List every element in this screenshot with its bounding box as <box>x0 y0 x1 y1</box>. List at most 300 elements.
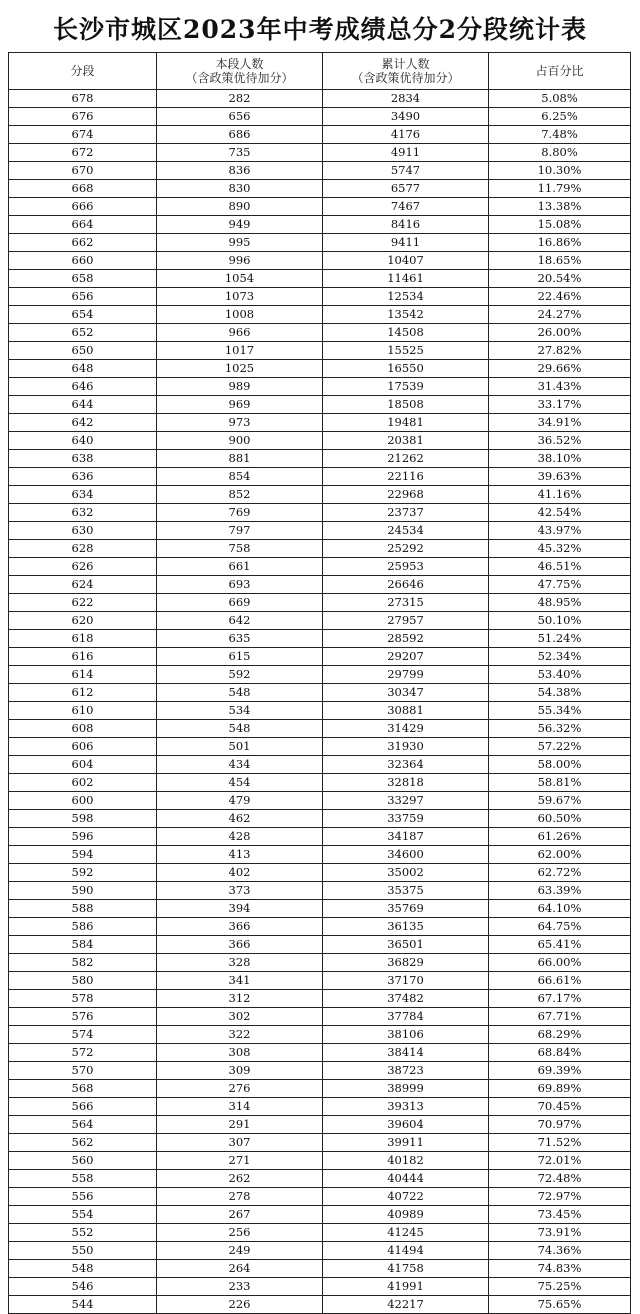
table-row <box>9 1206 631 1224</box>
cell-score-band: 584 <box>9 936 157 954</box>
cell-score-band: 618 <box>9 630 157 648</box>
cell-percentage: 51.24% <box>489 630 631 648</box>
table-row <box>9 936 631 954</box>
cell-percentage: 58.81% <box>489 774 631 792</box>
cell-cumulative-count: 32818 <box>323 774 489 792</box>
cell-cumulative-count: 35769 <box>323 900 489 918</box>
table-row <box>9 666 631 684</box>
cell-cumulative-count: 33759 <box>323 810 489 828</box>
cell-cumulative-count: 16550 <box>323 360 489 378</box>
cell-band-count: 394 <box>157 900 323 918</box>
cell-band-count: 758 <box>157 540 323 558</box>
score-distribution-table <box>8 52 631 1314</box>
cell-score-band: 574 <box>9 1026 157 1044</box>
table-row <box>9 1062 631 1080</box>
cell-score-band: 666 <box>9 198 157 216</box>
cell-percentage: 26.00% <box>489 324 631 342</box>
cell-cumulative-count: 28592 <box>323 630 489 648</box>
cell-percentage: 60.50% <box>489 810 631 828</box>
cell-band-count: 262 <box>157 1170 323 1188</box>
table-row <box>9 288 631 306</box>
table-row <box>9 450 631 468</box>
table-row <box>9 108 631 126</box>
cell-score-band: 664 <box>9 216 157 234</box>
cell-score-band: 624 <box>9 576 157 594</box>
cell-cumulative-count: 7467 <box>323 198 489 216</box>
cell-band-count: 890 <box>157 198 323 216</box>
cell-percentage: 10.30% <box>489 162 631 180</box>
cell-cumulative-count: 41758 <box>323 1260 489 1278</box>
cell-cumulative-count: 38999 <box>323 1080 489 1098</box>
cell-cumulative-count: 38106 <box>323 1026 489 1044</box>
cell-band-count: 341 <box>157 972 323 990</box>
table-row <box>9 216 631 234</box>
cell-band-count: 830 <box>157 180 323 198</box>
cell-band-count: 995 <box>157 234 323 252</box>
cell-percentage: 58.00% <box>489 756 631 774</box>
cell-cumulative-count: 22116 <box>323 468 489 486</box>
cell-percentage: 48.95% <box>489 594 631 612</box>
table-row <box>9 1170 631 1188</box>
cell-cumulative-count: 33297 <box>323 792 489 810</box>
table-row <box>9 990 631 1008</box>
cell-score-band: 658 <box>9 270 157 288</box>
cell-percentage: 36.52% <box>489 432 631 450</box>
table-row <box>9 360 631 378</box>
cell-score-band: 632 <box>9 504 157 522</box>
cell-percentage: 66.61% <box>489 972 631 990</box>
cell-score-band: 674 <box>9 126 157 144</box>
cell-band-count: 686 <box>157 126 323 144</box>
cell-cumulative-count: 34187 <box>323 828 489 846</box>
table-row <box>9 306 631 324</box>
cell-percentage: 55.34% <box>489 702 631 720</box>
cell-score-band: 588 <box>9 900 157 918</box>
cell-percentage: 38.10% <box>489 450 631 468</box>
cell-cumulative-count: 21262 <box>323 450 489 468</box>
cell-cumulative-count: 22968 <box>323 486 489 504</box>
header-cell-band-count <box>157 53 323 90</box>
cell-cumulative-count: 29799 <box>323 666 489 684</box>
cell-score-band: 620 <box>9 612 157 630</box>
cell-score-band: 570 <box>9 1062 157 1080</box>
cell-band-count: 852 <box>157 486 323 504</box>
cell-cumulative-count: 31429 <box>323 720 489 738</box>
cell-percentage: 43.97% <box>489 522 631 540</box>
table-row <box>9 756 631 774</box>
table-row <box>9 1080 631 1098</box>
cell-percentage: 41.16% <box>489 486 631 504</box>
cell-percentage: 75.25% <box>489 1278 631 1296</box>
table-row <box>9 1278 631 1296</box>
cell-score-band: 578 <box>9 990 157 1008</box>
cell-cumulative-count: 8416 <box>323 216 489 234</box>
table-row <box>9 810 631 828</box>
cell-band-count: 669 <box>157 594 323 612</box>
cell-band-count: 548 <box>157 684 323 702</box>
cell-band-count: 402 <box>157 864 323 882</box>
cell-percentage: 45.32% <box>489 540 631 558</box>
cell-score-band: 662 <box>9 234 157 252</box>
cell-score-band: 650 <box>9 342 157 360</box>
table-row <box>9 882 631 900</box>
cell-score-band: 612 <box>9 684 157 702</box>
cell-band-count: 462 <box>157 810 323 828</box>
cell-score-band: 636 <box>9 468 157 486</box>
cell-score-band: 642 <box>9 414 157 432</box>
cell-band-count: 693 <box>157 576 323 594</box>
cell-score-band: 638 <box>9 450 157 468</box>
cell-band-count: 966 <box>157 324 323 342</box>
cell-band-count: 366 <box>157 936 323 954</box>
table-row <box>9 846 631 864</box>
table-row <box>9 1008 631 1026</box>
cell-band-count: 302 <box>157 1008 323 1026</box>
cell-score-band: 556 <box>9 1188 157 1206</box>
cell-band-count: 249 <box>157 1242 323 1260</box>
table-row <box>9 522 631 540</box>
table-row <box>9 198 631 216</box>
header-sublabel: （含政策优待加分） <box>351 71 460 85</box>
table-row <box>9 324 631 342</box>
cell-score-band: 544 <box>9 1296 157 1314</box>
header-label: 占百分比 <box>535 64 584 78</box>
cell-percentage: 66.00% <box>489 954 631 972</box>
cell-percentage: 52.34% <box>489 648 631 666</box>
cell-percentage: 64.10% <box>489 900 631 918</box>
cell-percentage: 69.39% <box>489 1062 631 1080</box>
cell-cumulative-count: 18508 <box>323 396 489 414</box>
table-row <box>9 1188 631 1206</box>
cell-band-count: 1017 <box>157 342 323 360</box>
cell-cumulative-count: 24534 <box>323 522 489 540</box>
table-row <box>9 1242 631 1260</box>
cell-band-count: 312 <box>157 990 323 1008</box>
cell-score-band: 668 <box>9 180 157 198</box>
cell-percentage: 67.17% <box>489 990 631 1008</box>
cell-percentage: 73.45% <box>489 1206 631 1224</box>
cell-cumulative-count: 25292 <box>323 540 489 558</box>
table-row <box>9 1134 631 1152</box>
cell-score-band: 590 <box>9 882 157 900</box>
cell-band-count: 989 <box>157 378 323 396</box>
cell-percentage: 63.39% <box>489 882 631 900</box>
cell-cumulative-count: 9411 <box>323 234 489 252</box>
cell-cumulative-count: 41991 <box>323 1278 489 1296</box>
cell-percentage: 56.32% <box>489 720 631 738</box>
cell-percentage: 42.54% <box>489 504 631 522</box>
cell-cumulative-count: 12534 <box>323 288 489 306</box>
cell-percentage: 68.84% <box>489 1044 631 1062</box>
table-row <box>9 270 631 288</box>
cell-band-count: 282 <box>157 90 323 108</box>
table-row <box>9 1260 631 1278</box>
document-title: 长沙市城区2023年中考成绩总分2分段统计表 <box>53 15 587 44</box>
cell-cumulative-count: 36135 <box>323 918 489 936</box>
cell-band-count: 735 <box>157 144 323 162</box>
cell-band-count: 661 <box>157 558 323 576</box>
cell-score-band: 608 <box>9 720 157 738</box>
cell-score-band: 610 <box>9 702 157 720</box>
cell-score-band: 654 <box>9 306 157 324</box>
cell-percentage: 53.40% <box>489 666 631 684</box>
cell-cumulative-count: 30881 <box>323 702 489 720</box>
cell-score-band: 566 <box>9 1098 157 1116</box>
cell-percentage: 65.41% <box>489 936 631 954</box>
cell-percentage: 34.91% <box>489 414 631 432</box>
cell-cumulative-count: 31930 <box>323 738 489 756</box>
cell-score-band: 558 <box>9 1170 157 1188</box>
cell-band-count: 548 <box>157 720 323 738</box>
cell-band-count: 642 <box>157 612 323 630</box>
table-row <box>9 414 631 432</box>
table-row <box>9 630 631 648</box>
table-row <box>9 432 631 450</box>
cell-band-count: 264 <box>157 1260 323 1278</box>
cell-score-band: 550 <box>9 1242 157 1260</box>
cell-score-band: 586 <box>9 918 157 936</box>
cell-percentage: 33.17% <box>489 396 631 414</box>
cell-cumulative-count: 37482 <box>323 990 489 1008</box>
cell-percentage: 72.97% <box>489 1188 631 1206</box>
cell-score-band: 660 <box>9 252 157 270</box>
cell-percentage: 75.65% <box>489 1296 631 1314</box>
cell-band-count: 881 <box>157 450 323 468</box>
cell-band-count: 1054 <box>157 270 323 288</box>
cell-percentage: 59.67% <box>489 792 631 810</box>
cell-percentage: 57.22% <box>489 738 631 756</box>
cell-cumulative-count: 40989 <box>323 1206 489 1224</box>
cell-score-band: 646 <box>9 378 157 396</box>
cell-band-count: 1008 <box>157 306 323 324</box>
header-label: 累计人数 <box>381 57 430 71</box>
table-row <box>9 684 631 702</box>
cell-cumulative-count: 36501 <box>323 936 489 954</box>
cell-score-band: 594 <box>9 846 157 864</box>
table-row <box>9 720 631 738</box>
cell-score-band: 582 <box>9 954 157 972</box>
cell-band-count: 797 <box>157 522 323 540</box>
cell-percentage: 13.38% <box>489 198 631 216</box>
cell-cumulative-count: 39911 <box>323 1134 489 1152</box>
cell-band-count: 635 <box>157 630 323 648</box>
table-row <box>9 1224 631 1242</box>
cell-percentage: 68.29% <box>489 1026 631 1044</box>
cell-score-band: 572 <box>9 1044 157 1062</box>
cell-percentage: 54.38% <box>489 684 631 702</box>
cell-band-count: 900 <box>157 432 323 450</box>
cell-percentage: 64.75% <box>489 918 631 936</box>
cell-percentage: 6.25% <box>489 108 631 126</box>
cell-cumulative-count: 13542 <box>323 306 489 324</box>
cell-percentage: 20.54% <box>489 270 631 288</box>
cell-score-band: 564 <box>9 1116 157 1134</box>
cell-cumulative-count: 5747 <box>323 162 489 180</box>
cell-cumulative-count: 40722 <box>323 1188 489 1206</box>
cell-score-band: 622 <box>9 594 157 612</box>
cell-band-count: 501 <box>157 738 323 756</box>
cell-cumulative-count: 29207 <box>323 648 489 666</box>
table-header <box>9 53 631 90</box>
cell-band-count: 534 <box>157 702 323 720</box>
table-row <box>9 540 631 558</box>
cell-band-count: 615 <box>157 648 323 666</box>
cell-cumulative-count: 26646 <box>323 576 489 594</box>
table-row <box>9 126 631 144</box>
cell-score-band: 652 <box>9 324 157 342</box>
table-row <box>9 612 631 630</box>
cell-percentage: 61.26% <box>489 828 631 846</box>
cell-cumulative-count: 10407 <box>323 252 489 270</box>
cell-cumulative-count: 41494 <box>323 1242 489 1260</box>
table-row <box>9 648 631 666</box>
cell-band-count: 434 <box>157 756 323 774</box>
cell-cumulative-count: 4911 <box>323 144 489 162</box>
cell-percentage: 47.75% <box>489 576 631 594</box>
header-cell-cumulative-count <box>323 53 489 90</box>
cell-cumulative-count: 37170 <box>323 972 489 990</box>
cell-cumulative-count: 27315 <box>323 594 489 612</box>
cell-cumulative-count: 3490 <box>323 108 489 126</box>
cell-percentage: 67.71% <box>489 1008 631 1026</box>
cell-percentage: 15.08% <box>489 216 631 234</box>
cell-band-count: 308 <box>157 1044 323 1062</box>
cell-percentage: 27.82% <box>489 342 631 360</box>
cell-score-band: 600 <box>9 792 157 810</box>
cell-band-count: 479 <box>157 792 323 810</box>
cell-score-band: 554 <box>9 1206 157 1224</box>
table-row <box>9 396 631 414</box>
cell-cumulative-count: 40182 <box>323 1152 489 1170</box>
cell-band-count: 1073 <box>157 288 323 306</box>
cell-band-count: 366 <box>157 918 323 936</box>
cell-score-band: 648 <box>9 360 157 378</box>
cell-percentage: 62.72% <box>489 864 631 882</box>
table-row <box>9 180 631 198</box>
table-row <box>9 1098 631 1116</box>
cell-percentage: 11.79% <box>489 180 631 198</box>
cell-band-count: 949 <box>157 216 323 234</box>
cell-percentage: 22.46% <box>489 288 631 306</box>
table-row <box>9 774 631 792</box>
table-row <box>9 792 631 810</box>
cell-percentage: 8.80% <box>489 144 631 162</box>
cell-score-band: 580 <box>9 972 157 990</box>
cell-cumulative-count: 25953 <box>323 558 489 576</box>
cell-score-band: 672 <box>9 144 157 162</box>
cell-band-count: 1025 <box>157 360 323 378</box>
cell-band-count: 454 <box>157 774 323 792</box>
table-row <box>9 864 631 882</box>
table-row <box>9 558 631 576</box>
cell-cumulative-count: 42217 <box>323 1296 489 1314</box>
cell-percentage: 39.63% <box>489 468 631 486</box>
cell-band-count: 996 <box>157 252 323 270</box>
cell-score-band: 546 <box>9 1278 157 1296</box>
table-row <box>9 486 631 504</box>
cell-percentage: 31.43% <box>489 378 631 396</box>
cell-cumulative-count: 39313 <box>323 1098 489 1116</box>
cell-band-count: 267 <box>157 1206 323 1224</box>
cell-band-count: 328 <box>157 954 323 972</box>
cell-score-band: 644 <box>9 396 157 414</box>
cell-percentage: 72.01% <box>489 1152 631 1170</box>
cell-band-count: 969 <box>157 396 323 414</box>
cell-cumulative-count: 37784 <box>323 1008 489 1026</box>
cell-percentage: 18.65% <box>489 252 631 270</box>
cell-score-band: 670 <box>9 162 157 180</box>
cell-percentage: 74.36% <box>489 1242 631 1260</box>
table-body <box>9 90 631 1314</box>
cell-band-count: 256 <box>157 1224 323 1242</box>
cell-cumulative-count: 32364 <box>323 756 489 774</box>
cell-score-band: 640 <box>9 432 157 450</box>
cell-percentage: 29.66% <box>489 360 631 378</box>
table-row <box>9 234 631 252</box>
table-row <box>9 378 631 396</box>
cell-score-band: 562 <box>9 1134 157 1152</box>
cell-cumulative-count: 38414 <box>323 1044 489 1062</box>
cell-cumulative-count: 4176 <box>323 126 489 144</box>
cell-band-count: 592 <box>157 666 323 684</box>
header-sublabel: （含政策优待加分） <box>185 71 294 85</box>
cell-cumulative-count: 34600 <box>323 846 489 864</box>
cell-score-band: 676 <box>9 108 157 126</box>
header-row <box>9 53 631 90</box>
cell-score-band: 628 <box>9 540 157 558</box>
cell-percentage: 70.97% <box>489 1116 631 1134</box>
cell-band-count: 276 <box>157 1080 323 1098</box>
cell-band-count: 373 <box>157 882 323 900</box>
cell-percentage: 71.52% <box>489 1134 631 1152</box>
table-row <box>9 504 631 522</box>
cell-cumulative-count: 41245 <box>323 1224 489 1242</box>
cell-percentage: 46.51% <box>489 558 631 576</box>
cell-cumulative-count: 38723 <box>323 1062 489 1080</box>
table-row <box>9 1152 631 1170</box>
cell-cumulative-count: 35375 <box>323 882 489 900</box>
table-row <box>9 900 631 918</box>
cell-percentage: 50.10% <box>489 612 631 630</box>
cell-score-band: 552 <box>9 1224 157 1242</box>
table-row <box>9 1026 631 1044</box>
cell-score-band: 630 <box>9 522 157 540</box>
table-row <box>9 828 631 846</box>
cell-score-band: 602 <box>9 774 157 792</box>
cell-cumulative-count: 39604 <box>323 1116 489 1134</box>
table-row <box>9 594 631 612</box>
cell-cumulative-count: 35002 <box>323 864 489 882</box>
cell-band-count: 271 <box>157 1152 323 1170</box>
cell-percentage: 74.83% <box>489 1260 631 1278</box>
cell-score-band: 656 <box>9 288 157 306</box>
cell-score-band: 678 <box>9 90 157 108</box>
cell-score-band: 626 <box>9 558 157 576</box>
cell-cumulative-count: 27957 <box>323 612 489 630</box>
cell-score-band: 598 <box>9 810 157 828</box>
cell-band-count: 656 <box>157 108 323 126</box>
cell-band-count: 309 <box>157 1062 323 1080</box>
table-row <box>9 342 631 360</box>
cell-score-band: 614 <box>9 666 157 684</box>
cell-band-count: 322 <box>157 1026 323 1044</box>
cell-band-count: 314 <box>157 1098 323 1116</box>
cell-percentage: 69.89% <box>489 1080 631 1098</box>
cell-score-band: 606 <box>9 738 157 756</box>
cell-cumulative-count: 36829 <box>323 954 489 972</box>
cell-cumulative-count: 30347 <box>323 684 489 702</box>
cell-band-count: 233 <box>157 1278 323 1296</box>
